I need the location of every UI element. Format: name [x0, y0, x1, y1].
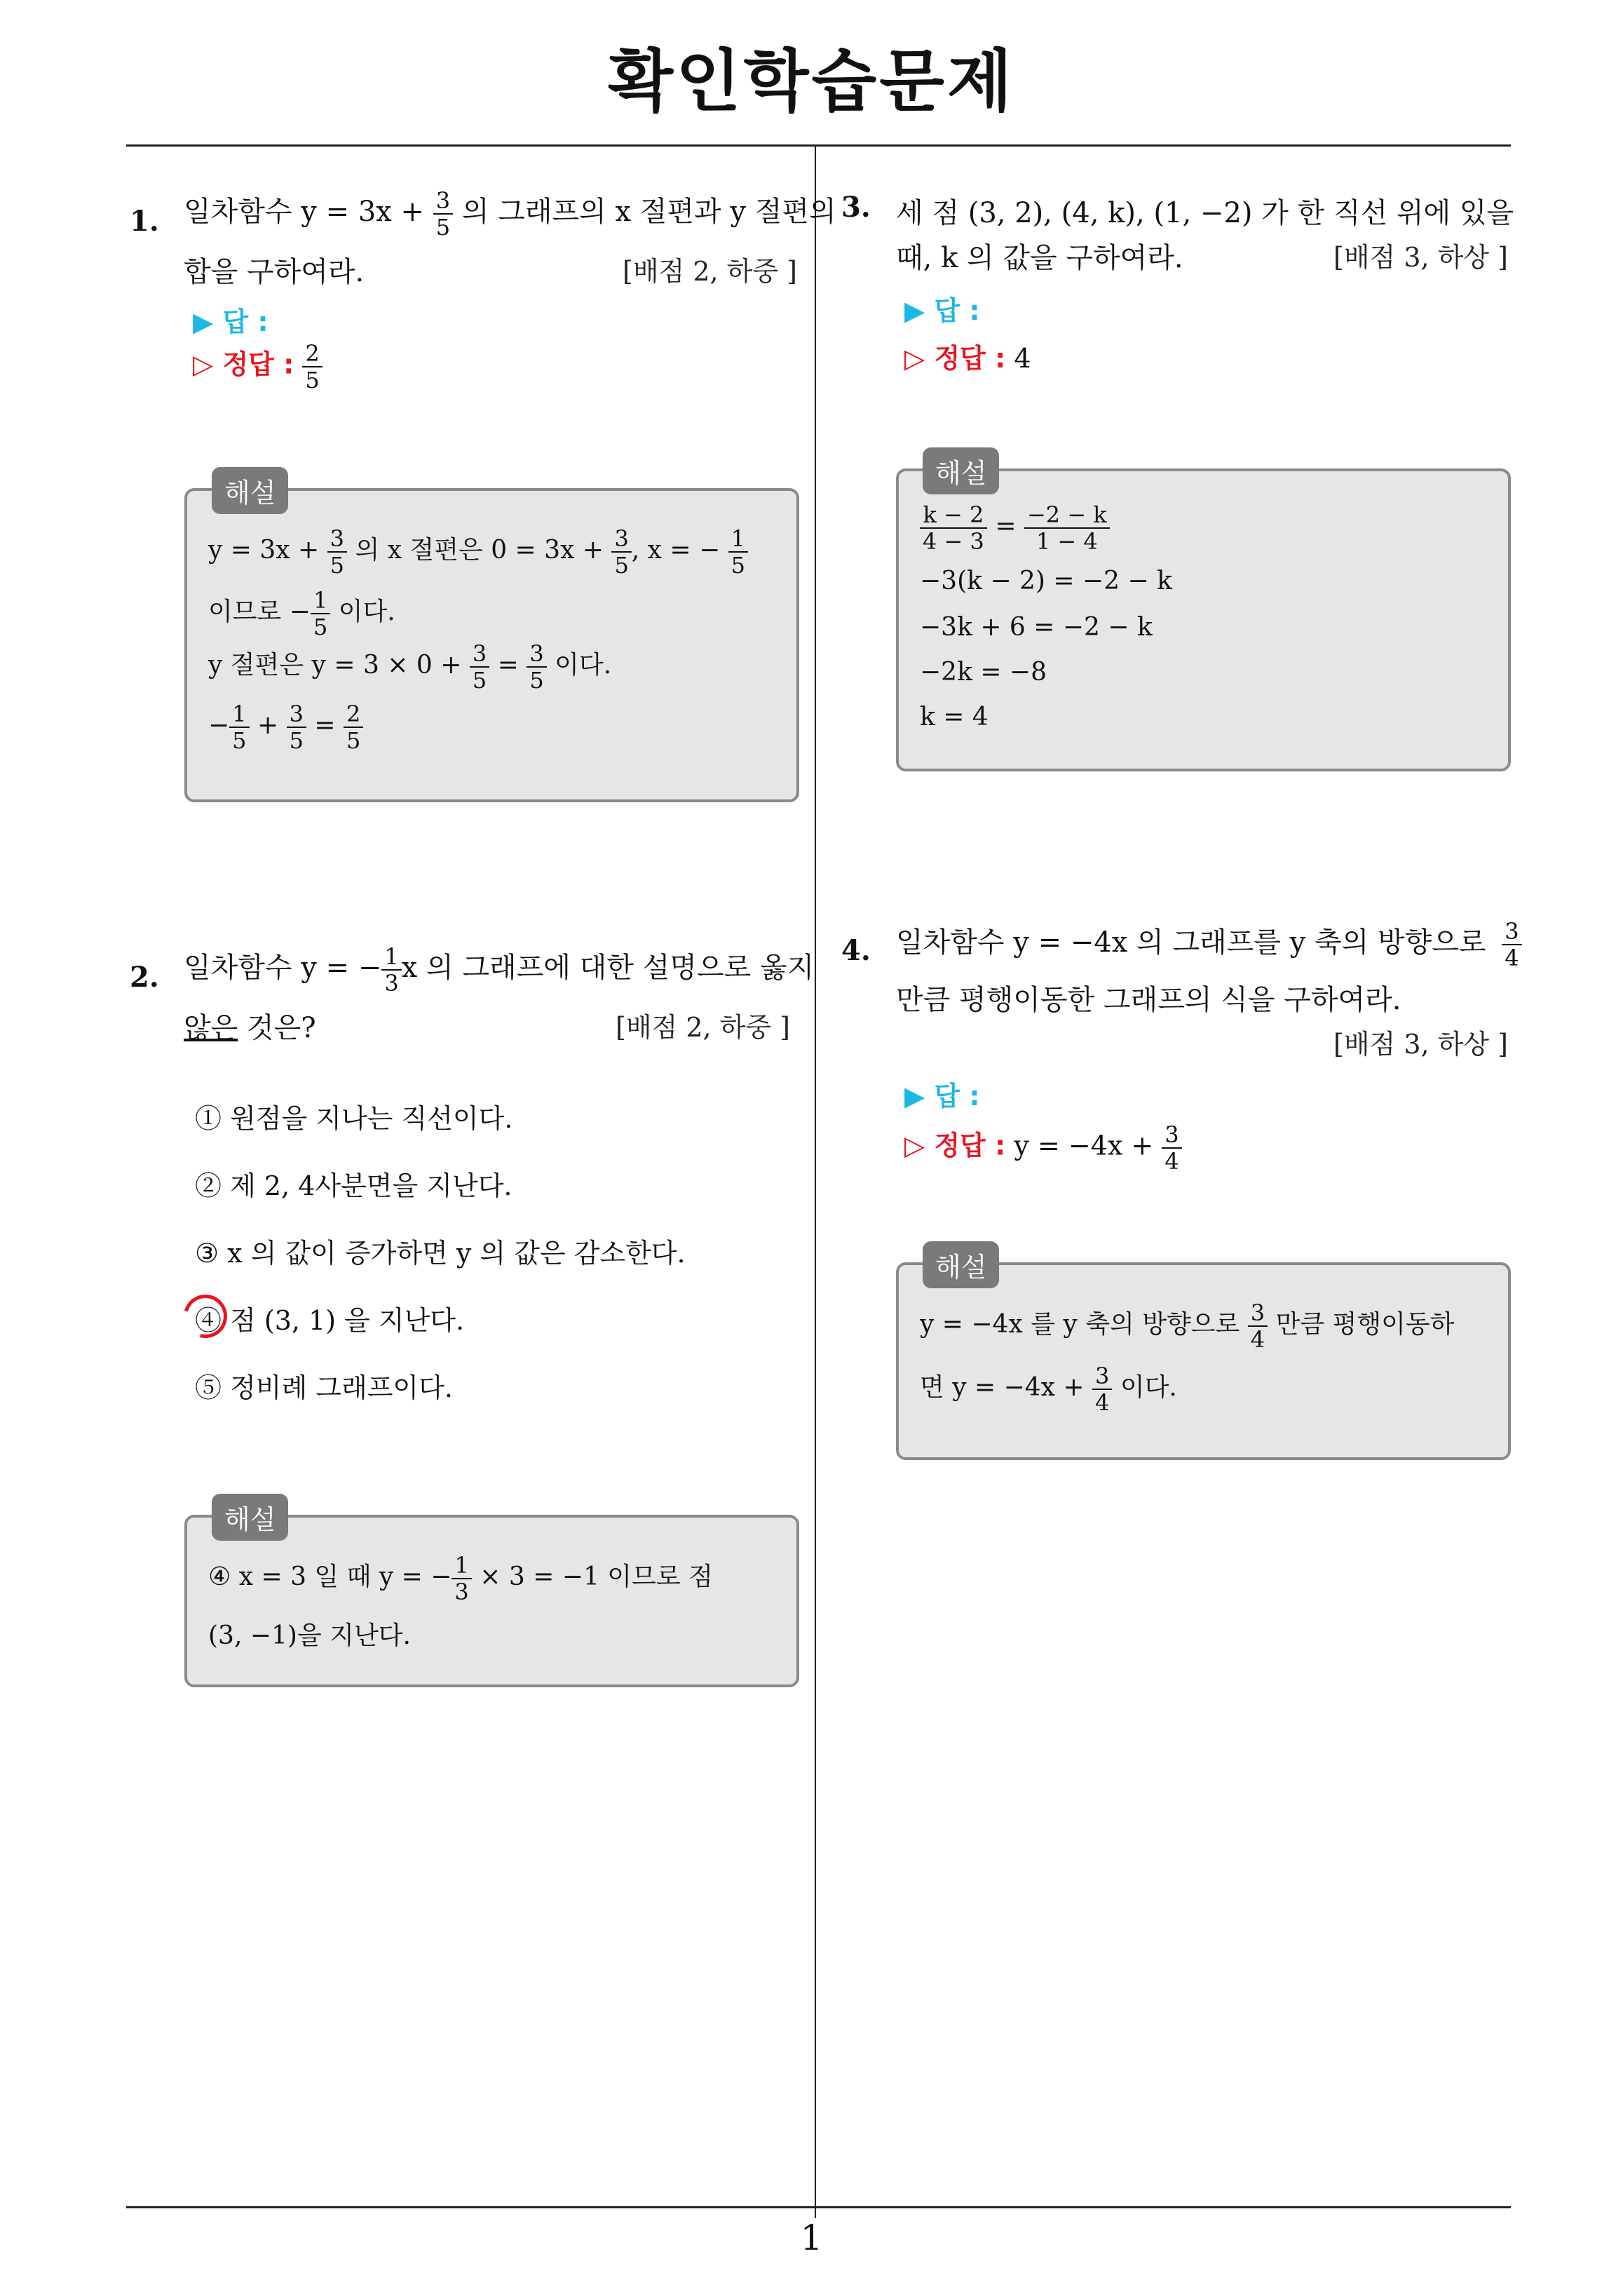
choice-4[interactable]: ④ 점 (3, 1) 을 지난다.: [195, 1305, 465, 1336]
problem-text-line1: 일차함수 y = − $\frac{1}{3}$ x 의 그래프에 대한 설명으로 옳지: [184, 943, 815, 997]
explanation-box: [184, 488, 799, 802]
score-meta: [배점 2, 하중 ]: [623, 256, 797, 287]
exp-line1: y = 3x + $\frac{3}{5}$ 의 x 절편은 0 = 3x + $\frac{3}{5}$ , x = − $\frac{1}{5}$: [208, 526, 748, 578]
problem-text-line2: 않은 것은?: [184, 1012, 316, 1044]
exp-line4: −2k = −8: [920, 658, 1047, 687]
exp-line2: (3, −1)을 지난다.: [208, 1621, 411, 1650]
choice-2[interactable]: ② 제 2, 4사분면을 지난다.: [195, 1170, 512, 1201]
explanation-tag: 해설: [212, 1494, 288, 1541]
exp-line2: −3(k − 2) = −2 − k: [920, 567, 1172, 595]
exp-line3: y 절편은 y = 3 × 0 + $\frac{3}{5}$ = $\frac{3}{5}$ 이다.: [208, 640, 612, 694]
answer-label: ▶ 답 :: [904, 1081, 980, 1112]
problem-text-line2: 만큼 평행이동한 그래프의 식을 구하여라.: [896, 984, 1401, 1016]
problem-number: 3.: [841, 191, 871, 224]
answer-label: ▶ 답 :: [193, 306, 269, 337]
page-number: 1: [800, 2217, 823, 2258]
explanation-tag: 해설: [923, 447, 999, 494]
exp-line1: $\frac{k - 2}{4 - 3}$ = $\frac{-2 - k}{1 - 4}$: [920, 502, 1110, 554]
correct-answer: ▷ 정답 : y = −4x + $\frac{3}{4}$: [904, 1122, 1182, 1174]
exp-line1: ④ x = 3 일 때 y = − $\frac{1}{3}$ × 3 = −1 이므로 점: [208, 1552, 713, 1605]
explanation-tag: 해설: [923, 1241, 999, 1288]
explanation-tag: 해설: [212, 467, 288, 514]
exp-line1: y = −4x 를 y 축의 방향으로 $\frac{3}{4}$ 만큼 평행이동하: [920, 1299, 1455, 1353]
problem-number: 2.: [130, 961, 159, 994]
exp-line5: k = 4: [920, 703, 989, 731]
problem-number: 4.: [841, 934, 871, 967]
exp-line2: 면 y = −4x + $\frac{3}{4}$ 이다.: [920, 1363, 1177, 1416]
footer-rule: [126, 2206, 1511, 2208]
problem-text-line1: 세 점 (3, 2), (4, k), (1, −2) 가 한 직선 위에 있을: [896, 197, 1514, 229]
problem-text-line1: 일차함수 y = −4x 의 그래프를 y 축의 방향으로 $\frac{3}{4}$: [896, 919, 1522, 971]
exp-line2: 이므로 − $\frac{1}{5}$ 이다.: [208, 587, 395, 640]
column-divider: [815, 146, 816, 2218]
choice-5[interactable]: ⑤ 정비례 그래프이다.: [195, 1372, 453, 1403]
problem-text-line1: 일차함수 y = 3x + $\frac{3}{5}$ 의 그래프의 x 절편과 y 절편의: [184, 187, 836, 241]
score-meta: [배점 3, 하상 ]: [1333, 242, 1508, 273]
explanation-box: [896, 1262, 1511, 1460]
correct-answer: ▷ 정답 : $\frac{2}{5}$: [193, 341, 322, 393]
correct-answer: ▷ 정답 : 4: [904, 343, 1031, 374]
answer-label: ▶ 답 :: [904, 295, 980, 326]
page-title: 확인학습문제: [608, 42, 1015, 121]
exp-line4: − $\frac{1}{5}$ + $\frac{3}{5}$ = $\frac{2}{5}$: [208, 701, 363, 753]
score-meta: [배점 2, 하중 ]: [616, 1012, 790, 1043]
choice-3[interactable]: ③ x 의 값이 증가하면 y 의 값은 감소한다.: [195, 1238, 686, 1269]
fraction: $\frac{3}{5}$: [433, 188, 453, 240]
problem-text-line2: 합을 구하여라.: [184, 256, 365, 288]
exp-line3: −3k + 6 = −2 − k: [920, 613, 1153, 642]
header-rule: [126, 144, 1511, 147]
problem-number: 1.: [130, 205, 159, 238]
score-meta: [배점 3, 하상 ]: [1333, 1029, 1508, 1060]
explanation-box: [896, 468, 1511, 771]
problem-text-line2: 때, k 의 값을 구하여라.: [896, 242, 1183, 274]
choice-1[interactable]: ① 원점을 지나는 직선이다.: [195, 1103, 513, 1134]
